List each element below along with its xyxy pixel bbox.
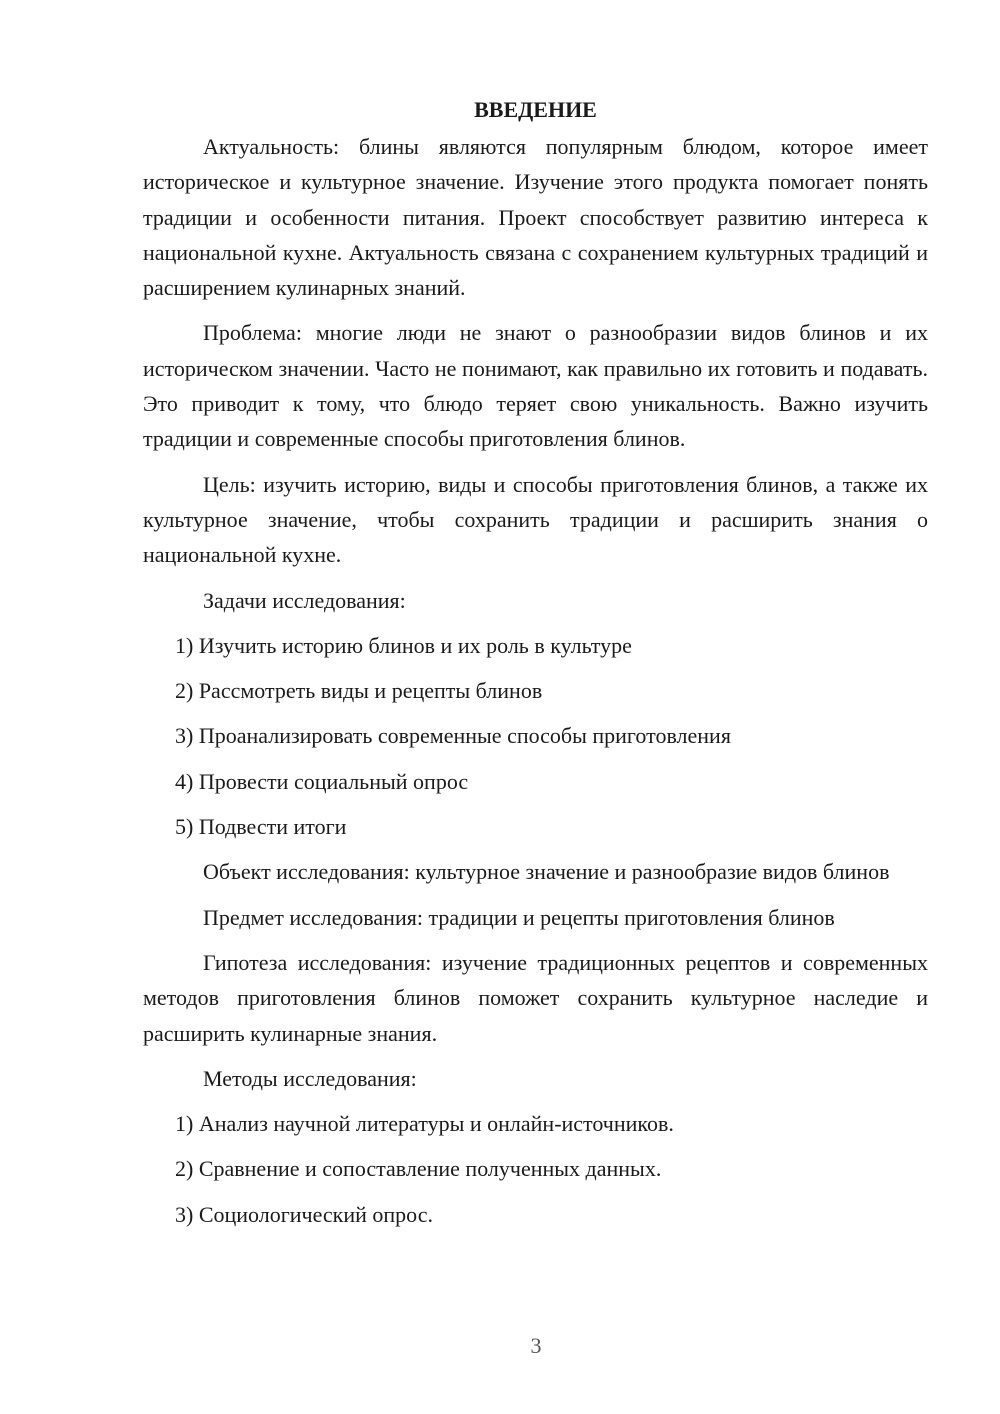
task-item: 1) Изучить историю блинов и их роль в культуре [175,632,632,658]
methods-list [143,1106,928,1232]
task-item: 5) Подвести итоги [175,814,347,840]
task-item: 4) Провести социальный опрос [175,768,469,794]
page-body [143,92,928,1242]
page-number: 3 [530,1333,542,1358]
hypothesis-paragraph: Гипотеза исследования: изучение традиционных рецептов и современных методов приготовления блинов поможет сохранить культурное наследие и расширить кулинарные знания. [143,949,928,1046]
methods-heading: Методы исследования: [203,1065,417,1091]
subject-paragraph: Предмет исследования: традиции и рецепты приготовления блинов [203,904,835,930]
relevance-paragraph: Актуальность: блины являются популярным блюдом, которое имеет историческое и культурное значение. Изучение этого продукта помогает понять традиции и особенности питания. Проект способствует развитию интереса к национальной кухне. Актуальность связана с сохранением культурных традиций и расширением кулинарных знаний. [143,134,928,301]
method-item: 3) Социологический опрос. [175,1201,433,1227]
tasks-list [143,628,928,844]
goal-paragraph: Цель: изучить историю, виды и способы приготовления блинов, а также их культурное значение, чтобы сохранить традиции и расширить знания о национальной кухне. [143,471,928,568]
method-item: 1) Анализ научной литературы и онлайн-источников. [175,1111,674,1137]
object-paragraph: Объект исследования: культурное значение и разнообразие видов блинов [203,859,890,885]
task-item: 3) Проанализировать современные способы приготовления [175,723,731,749]
problem-paragraph: Проблема: многие люди не знают о разнообразии видов блинов и их историческом значении. Часто не понимают, как правильно их готовить и подавать. Это приводит к тому, что блюдо теряет свою уникальность. Важно изучить традиции и современные способы приготовления блинов. [143,320,928,452]
task-item: 2) Рассмотреть виды и рецепты блинов [175,678,543,704]
page-title: ВВЕДЕНИЕ [474,97,597,122]
method-item: 2) Сравнение и сопоставление полученных данных. [175,1156,662,1182]
tasks-heading: Задачи исследования: [203,587,406,613]
